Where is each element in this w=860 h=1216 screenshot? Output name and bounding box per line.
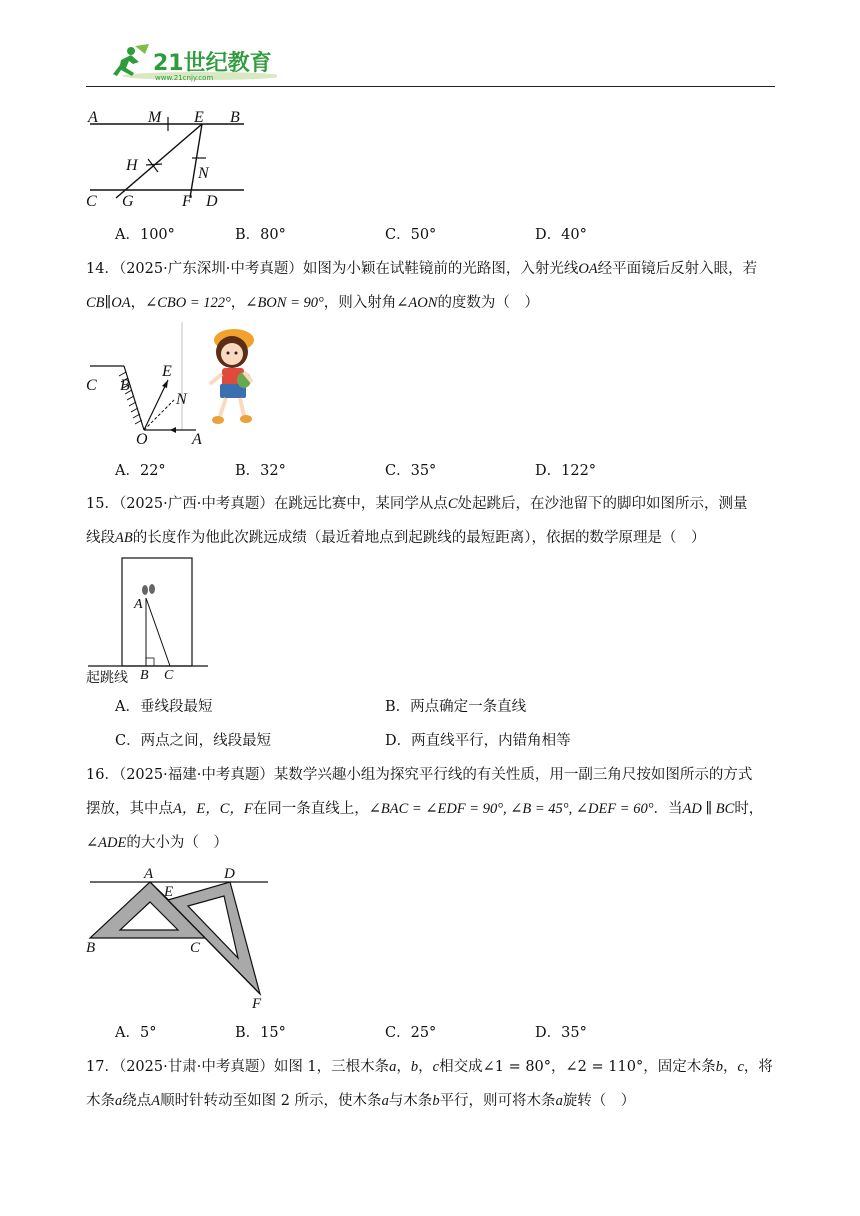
- q15-stem-line1: 15．（2025·广西·中考真题）在跳远比赛中，某同学从点C处起跳后，在沙池留下的脚印如图所示，测量: [86, 496, 748, 512]
- site-logo: [107, 40, 277, 84]
- q13-label-A: A: [88, 109, 98, 126]
- logo-text: 21世纪教育: [153, 51, 272, 76]
- q16-option-c[interactable]: C．25°: [385, 1025, 437, 1041]
- q16-stem-line3: ∠ADE的大小为（ ）: [86, 835, 228, 851]
- q15-caption-takeoff-line: 起跳线: [86, 670, 128, 686]
- q17-stem-line2: 木条a绕点A顺时针转动至如图 2 所示，使木条a与木条b平行，则可将木条a旋转（ ）: [86, 1093, 636, 1109]
- q15-stem-line2: 线段AB的长度作为他此次跳远成绩（最近着地点到起跳线的最短距离），依据的数学原理是（ ）: [86, 530, 706, 546]
- q16-label-F: F: [252, 996, 262, 1010]
- q13-label-C: C: [86, 193, 97, 210]
- q16-label-E: E: [164, 884, 174, 900]
- q14-label-A: A: [192, 431, 202, 448]
- q14-label-O: O: [136, 431, 148, 448]
- q16-figure: [84, 862, 274, 1010]
- header-divider: [86, 86, 775, 87]
- q14-stem-line2: CB∥OA，∠CBO = 122°，∠BON = 90°，则入射角∠AON的度数为（ ）: [86, 295, 539, 311]
- q13-label-M: M: [148, 109, 162, 126]
- q14-option-a[interactable]: A．22°: [115, 463, 166, 479]
- q16-stem-line1: 16．（2025·福建·中考真题）某数学兴趣小组为探究平行线的有关性质，用一副三角尺按如图所示的方式: [86, 767, 753, 783]
- q16-option-b[interactable]: B．15°: [235, 1025, 286, 1041]
- q16-label-A: A: [144, 866, 154, 882]
- q15-label-C: C: [164, 668, 174, 683]
- q13-label-B: B: [230, 109, 240, 126]
- q16-option-a[interactable]: A．5°: [115, 1025, 157, 1041]
- q14-stem-line1: 14．（2025·广东深圳·中考真题）如图为小颖在试鞋镜前的光路图，入射光线OA经平面镜后反射入眼，若: [86, 261, 758, 277]
- q15-option-a[interactable]: A．垂线段最短: [115, 699, 213, 715]
- q16-option-d[interactable]: D．35°: [535, 1025, 587, 1041]
- q13-label-G: G: [122, 193, 134, 210]
- q13-figure: [84, 106, 264, 212]
- logo-url: www.21cnjy.com: [155, 74, 214, 82]
- q16-stem-line2: 摆放，其中点A，E，C，F在同一条直线上，∠BAC = ∠EDF = 90°, ∠B = 45°, ∠DEF = 60°．当AD ∥ BC时，: [86, 801, 764, 817]
- q16-label-B: B: [86, 940, 96, 956]
- q14-option-d[interactable]: D．122°: [535, 463, 597, 479]
- q13-label-H: H: [126, 157, 138, 174]
- q14-figure: [84, 318, 294, 450]
- q14-option-b[interactable]: B．32°: [235, 463, 286, 479]
- q15-label-A: A: [134, 597, 143, 612]
- girl-illustration: [210, 329, 254, 424]
- q14-label-B: B: [120, 377, 130, 394]
- q13-label-D: D: [206, 193, 218, 210]
- q15-option-d[interactable]: D．两直线平行，内错角相等: [385, 733, 571, 749]
- q14-option-c[interactable]: C．35°: [385, 463, 437, 479]
- q13-label-E: E: [194, 109, 204, 126]
- q15-option-b[interactable]: B．两点确定一条直线: [385, 699, 527, 715]
- q16-label-C: C: [190, 940, 201, 956]
- q13-option-c[interactable]: C．50°: [385, 227, 437, 243]
- q13-option-b[interactable]: B．80°: [235, 227, 286, 243]
- q15-label-B: B: [140, 668, 149, 683]
- q13-label-F: F: [182, 193, 192, 210]
- q16-label-D: D: [224, 866, 235, 882]
- q17-stem-line1: 17．（2025·甘肃·中考真题）如图 1，三根木条a，b，c相交成∠1 = 80°，∠2 = 110°，固定木条b，c，将: [86, 1059, 773, 1075]
- q13-label-N: N: [198, 165, 209, 182]
- q13-option-a[interactable]: A．100°: [115, 227, 175, 243]
- q14-label-E: E: [162, 363, 172, 380]
- q13-option-d[interactable]: D．40°: [535, 227, 587, 243]
- q15-option-c[interactable]: C．两点之间，线段最短: [115, 733, 272, 749]
- q14-label-N: N: [176, 391, 187, 408]
- q14-label-C: C: [86, 377, 97, 394]
